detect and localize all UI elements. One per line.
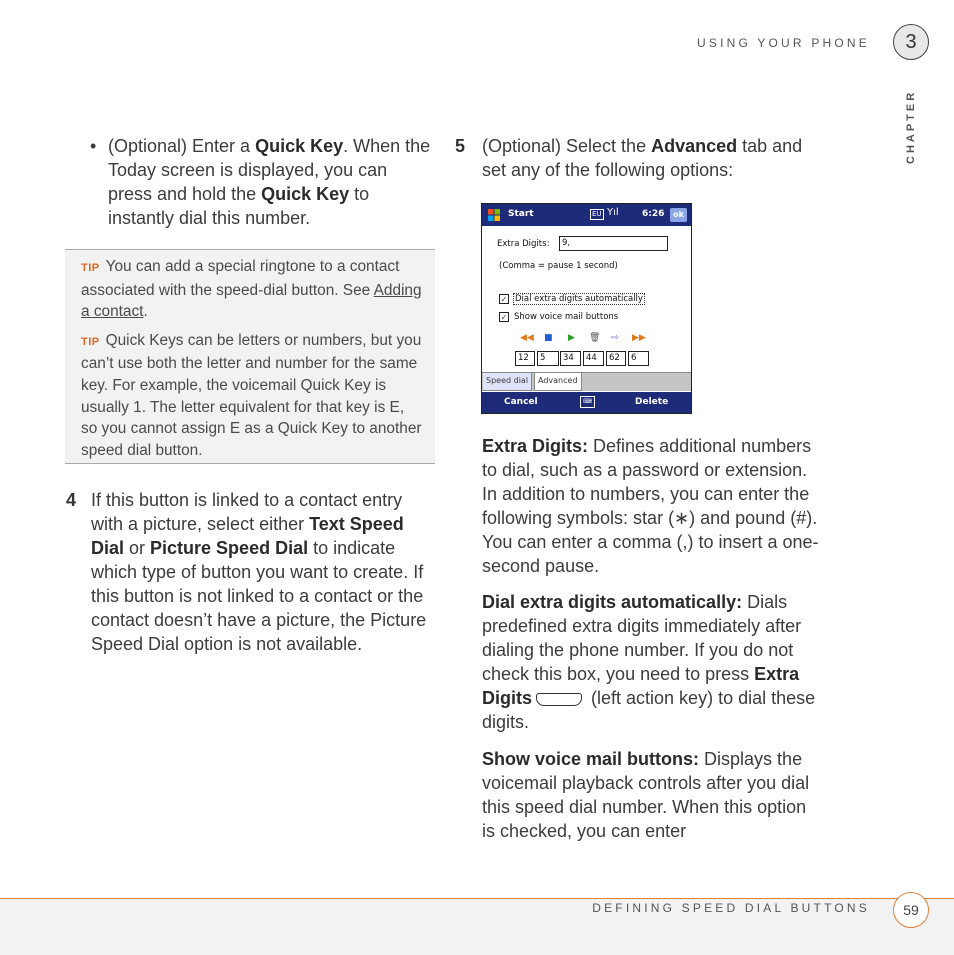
step-4-text-3: to indicate which type of button you want to create. If this button is not linked to a contact or the contact doesn’t have a picture, the Picture Speed Dial option is not available. (91, 538, 427, 654)
extra-digits-input[interactable]: 9, (559, 236, 668, 251)
step-5-bold: Advanced (651, 136, 738, 156)
extra-digits-key: Extra Digits (482, 664, 800, 708)
page-number: 59 (893, 892, 929, 928)
step-number: 5 (455, 136, 466, 156)
phone-screenshot (481, 203, 692, 414)
phone-tab-bar (482, 372, 691, 391)
network-eu-icon: EU (592, 210, 602, 218)
digit-field[interactable]: 12 (515, 351, 535, 366)
forward-msg-icon: ⇨ (611, 333, 619, 343)
bullet-dot: • (90, 136, 97, 156)
voicemail-paragraph (482, 747, 824, 843)
delete-softkey[interactable]: Delete (635, 397, 669, 407)
bullet-text-3: to instantly dial this number. (108, 184, 370, 228)
tip-1-text: You can add a special ringtone to a contact associated with the speed-dial button. See (81, 258, 400, 299)
dial-auto-label: Dial extra digits automatically (515, 294, 643, 304)
step-4 (66, 488, 432, 656)
bullet-text-2: . When the Today screen is displayed, you can press and hold the (108, 136, 431, 204)
quick-key-bullet (92, 134, 432, 230)
digit-field[interactable]: 34 (560, 351, 581, 366)
bullet-text (108, 134, 432, 230)
cancel-softkey[interactable]: Cancel (504, 397, 538, 407)
dial-auto-term: Dial extra digits automatically: (482, 592, 743, 612)
keyboard-icon[interactable]: ⌨ (580, 396, 595, 408)
dial-auto-desc: Dials predefined extra digits immediately after dialing the phone number. If you do not check this box, you need to press (482, 592, 802, 684)
step-5-text (482, 134, 825, 182)
tip-label: TIP (81, 262, 100, 274)
ok-button[interactable]: ok (670, 208, 687, 222)
step-number: 4 (66, 490, 77, 510)
voicemail-buttons-checkbox[interactable]: ✓ (500, 313, 508, 322)
save-icon: ■ (544, 333, 553, 343)
play-icon: ▶ (568, 333, 575, 343)
step-5 (455, 134, 825, 182)
left-action-key-icon (536, 693, 582, 706)
extra-digits-desc: Defines additional numbers to dial, such as a password or extension. In addition to numbers, you can enter the following symbols: star (∗) and pound (#). You can enter a comma (,) to insert a one-second pause. (482, 436, 819, 576)
step-4-text (91, 488, 432, 656)
running-header: USING YOUR PHONE (697, 36, 870, 50)
tip-1-after: . (143, 303, 148, 321)
voicemail-term: Show voice mail buttons: (482, 749, 700, 769)
dial-auto-checkbox[interactable]: ✓ (500, 295, 508, 304)
footer-section-title: DEFINING SPEED DIAL BUTTONS (592, 901, 870, 915)
windows-logo-icon (487, 208, 501, 222)
dial-auto-paragraph (482, 590, 824, 734)
step-4-text-2: or (124, 538, 151, 558)
adding-contact-link[interactable]: Adding a contact (81, 281, 422, 321)
extra-digits-label: Extra Digits: (497, 239, 550, 249)
tip-2-text: Quick Keys can be letters or numbers, but you can’t use both the letter and number for the same key. For example, the voicemail Quick Key is usually 1. The letter equivalent for that key is E, so you cannot assign E as a Quick Key to another speed dial button. (81, 331, 422, 459)
extra-digits-term: Extra Digits: (482, 436, 589, 456)
voicemail-desc: Displays the voicemail playback controls after you dial this speed dial number. When this option is checked, you can enter (482, 749, 810, 841)
step-4-bold-1: Text Speed Dial (91, 514, 404, 558)
chapter-number-badge: 3 (893, 24, 929, 60)
chapter-label: CHAPTER (905, 89, 917, 164)
comma-hint: (Comma = pause 1 second) (499, 261, 618, 271)
chapter-side-label (905, 84, 919, 174)
trash-icon: 🗑 (589, 333, 601, 343)
start-menu-label[interactable]: Start (508, 209, 534, 219)
tip-2 (81, 330, 423, 462)
dial-auto-desc-2: (left action key) to dial these digits. (482, 688, 816, 732)
digit-field[interactable]: 44 (583, 351, 604, 366)
voicemail-buttons-label: Show voice mail buttons (514, 312, 619, 322)
tip-box (65, 249, 435, 464)
step-4-bold-2: Picture Speed Dial (150, 538, 309, 558)
tab-speed-dial[interactable]: Speed dial (483, 373, 532, 391)
bullet-bold-1: Quick Key (255, 136, 344, 156)
bullet-text-1: (Optional) Enter a (108, 136, 256, 156)
digit-field[interactable]: 6 (628, 351, 649, 366)
fast-forward-icon: ▶▶ (632, 333, 646, 343)
phone-title-bar (482, 204, 691, 226)
bullet-bold-2: Quick Key (261, 184, 350, 204)
rewind-icon: ◀◀ (520, 333, 534, 343)
step-5-text-1: (Optional) Select the (482, 136, 652, 156)
extra-digits-paragraph (482, 434, 824, 578)
step-4-text-1: If this button is linked to a contact entry with a picture, select either (91, 490, 403, 534)
tip-label: TIP (81, 335, 100, 348)
tab-advanced[interactable]: Advanced (534, 373, 582, 391)
digit-field[interactable]: 62 (606, 351, 626, 366)
tip-1 (81, 256, 423, 323)
phone-softkey-bar (482, 392, 691, 413)
clock-time: 6:26 (642, 209, 665, 219)
signal-icon: Yıl (607, 207, 619, 218)
step-5-text-2: tab and set any of the following options: (482, 136, 803, 180)
digit-field[interactable]: 5 (537, 351, 559, 366)
